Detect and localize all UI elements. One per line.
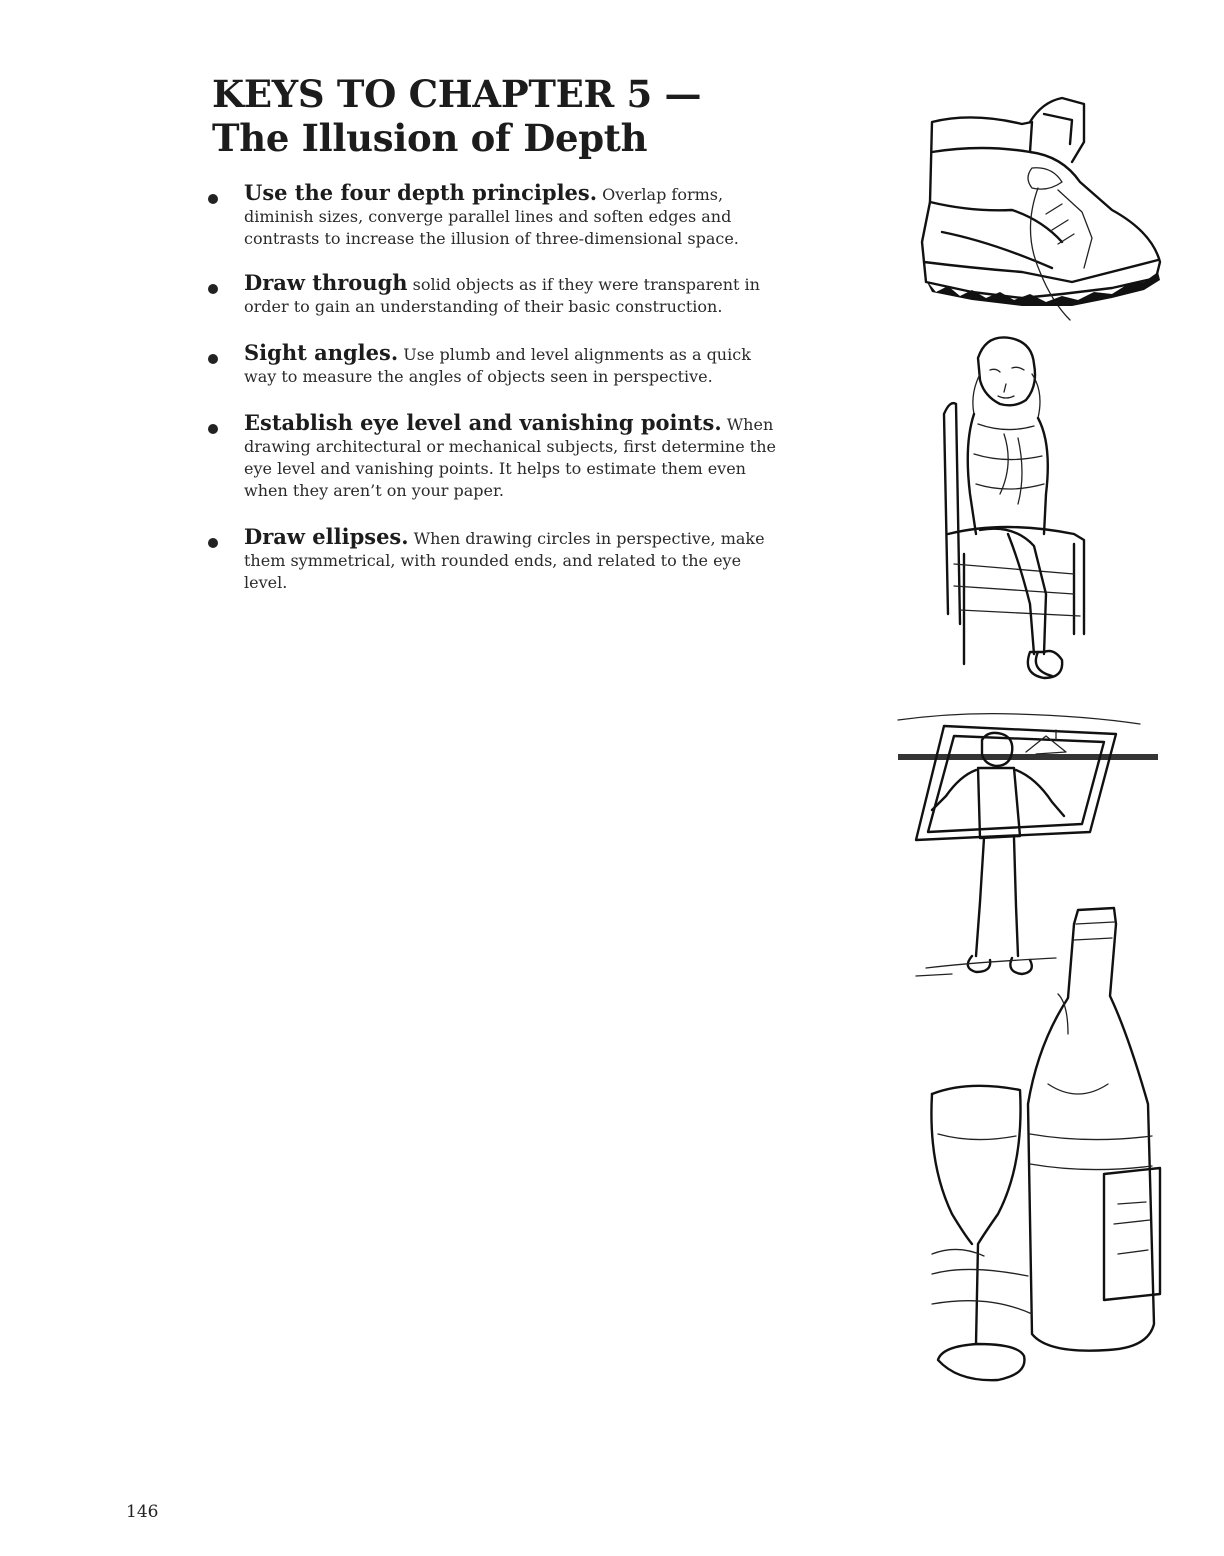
key-text: When drawing architectural or mechanical subjects, first determine the eye level and vanishing points. It helps to estimate them even when they aren’t on your paper. bbox=[244, 415, 776, 500]
still-life-illustration bbox=[928, 904, 1170, 1386]
key-lead: Sight angles. bbox=[244, 340, 399, 365]
page-number: 146 bbox=[126, 1502, 159, 1522]
key-item bbox=[200, 526, 784, 594]
bullet-icon bbox=[208, 194, 218, 204]
key-lead: Draw ellipses. bbox=[244, 524, 409, 549]
key-item bbox=[200, 342, 784, 388]
title-line-1: KEYS TO CHAPTER 5 — bbox=[212, 72, 702, 116]
key-lead: Establish eye level and vanishing points. bbox=[244, 410, 722, 435]
seated-figure-illustration bbox=[934, 334, 1114, 684]
bullet-icon bbox=[208, 284, 218, 294]
key-item bbox=[200, 272, 784, 318]
chapter-title bbox=[212, 72, 701, 160]
key-item bbox=[200, 412, 784, 502]
boot-illustration bbox=[912, 92, 1168, 328]
bullet-icon bbox=[208, 538, 218, 548]
bullet-icon bbox=[208, 424, 218, 434]
key-item bbox=[200, 182, 784, 250]
key-text: When drawing circles in perspective, make them symmetrical, with rounded ends, and related to the eye level. bbox=[244, 529, 765, 592]
key-lead: Use the four depth principles. bbox=[244, 180, 598, 205]
key-text: Overlap forms, diminish sizes, converge parallel lines and soften edges and contrasts to increase the illusion of three-dimensional space. bbox=[244, 185, 739, 248]
key-text: Use plumb and level alignments as a quick way to measure the angles of objects seen in perspective. bbox=[244, 345, 751, 386]
bullet-icon bbox=[208, 354, 218, 364]
key-text: solid objects as if they were transparent in order to gain an understanding of their basic construction. bbox=[244, 275, 760, 316]
title-line-2: The Illusion of Depth bbox=[212, 116, 648, 160]
key-lead: Draw through bbox=[244, 270, 408, 295]
keys-list bbox=[200, 182, 800, 594]
